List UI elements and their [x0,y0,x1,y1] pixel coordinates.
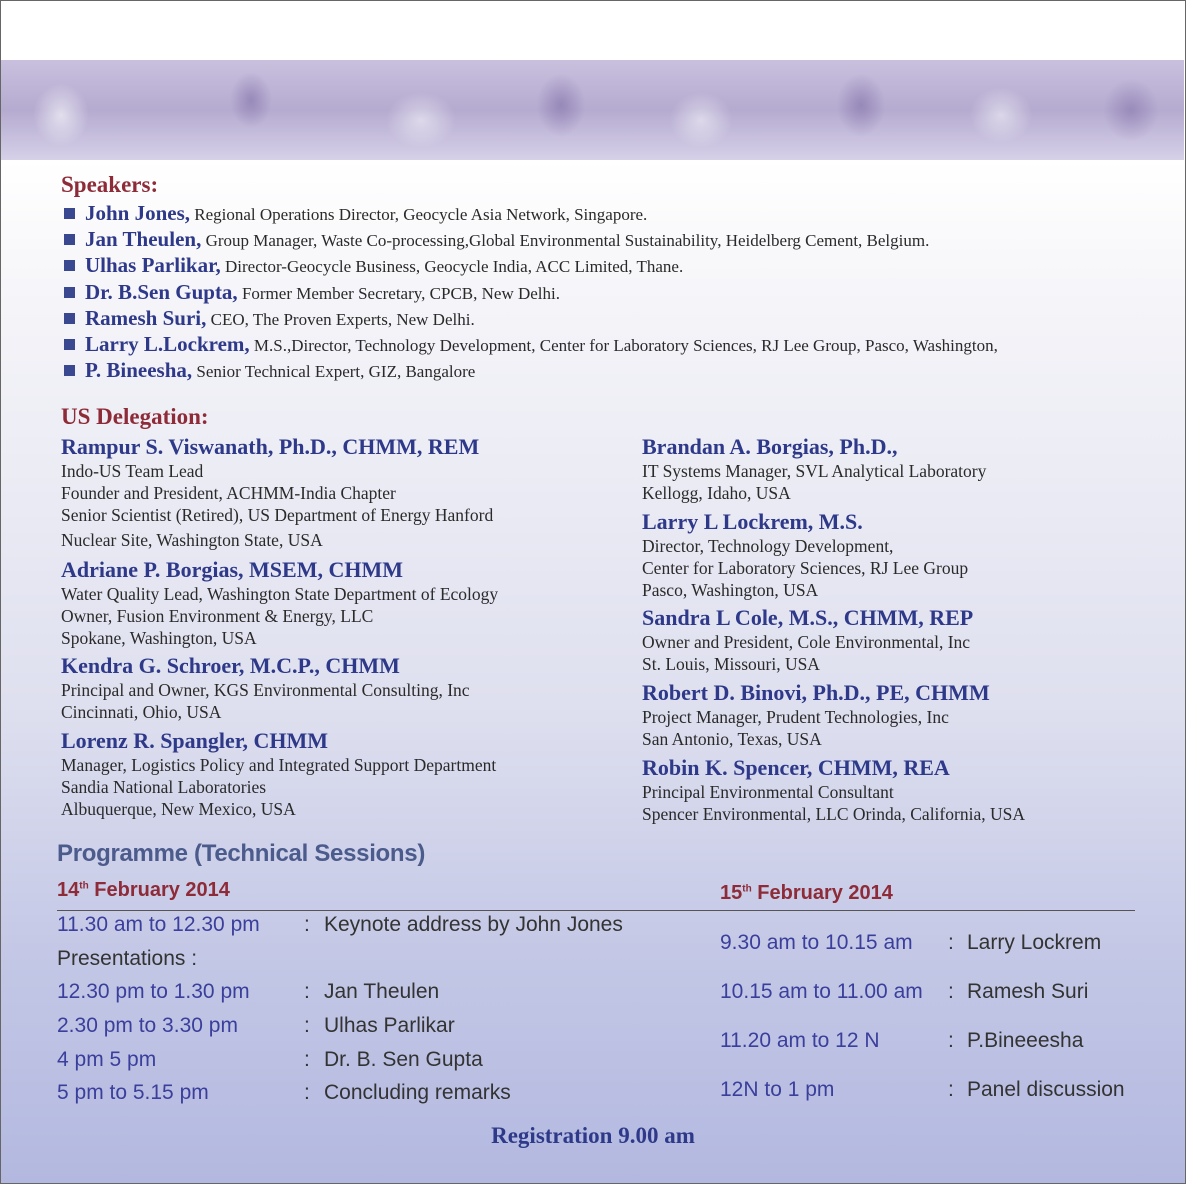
delegate-name: Adriane P. Borgias, MSEM, CHMM [61,557,403,582]
bullet-square-icon [64,313,75,324]
speaker-desc: Group Manager, Waste Co-processing,Global Environmental Sustainability, Heidelberg Cement, Belgium. [205,231,930,250]
date-suffix: th [742,883,752,895]
date-month-year: February 2014 [751,882,893,904]
delegate-name: Robert D. Binovi, Ph.D., PE, CHMM [642,680,990,705]
delegate-line: San Antonio, Texas, USA [642,729,822,749]
speaker-desc: Former Member Secretary, CPCB, New Delhi. [241,284,560,303]
bullet-square-icon [64,365,75,376]
delegate-line: Senior Scientist (Retired), US Department of Energy Hanford [61,505,494,525]
speaker-desc: Regional Operations Director, Geocycle Asia Network, Singapore. [194,205,648,224]
day2-date [720,882,893,905]
delegate-line: Spokane, Washington, USA [61,628,257,648]
delegate-line: Cincinnati, Ohio, USA [61,702,222,722]
session-title: Panel discussion [967,1078,1125,1101]
us-delegation-heading: US Delegation: [61,404,209,429]
delegate-name: Lorenz R. Spangler, CHMM [61,728,329,753]
divider [57,910,1135,911]
speaker-item [64,253,683,278]
speaker-desc: M.S.,Director, Technology Development, Center for Laboratory Sciences, RJ Lee Group, Pasco, Washington, [253,336,998,355]
separator: : [304,980,310,1003]
date-month-year: February 2014 [88,879,230,901]
speaker-item [64,280,560,305]
delegate-line: Albuquerque, New Mexico, USA [61,799,296,819]
session-time: 2.30 pm to 3.30 pm [57,1014,238,1037]
delegate-entry [61,653,470,723]
separator: : [304,1014,310,1037]
delegate-line: IT Systems Manager, SVL Analytical Laboratory [642,461,987,481]
speaker-name: Dr. B.Sen Gupta, [85,280,238,304]
separator: : [304,913,310,936]
delegate-entry [61,434,493,551]
speaker-desc: CEO, The Proven Experts, New Delhi. [210,310,475,329]
delegate-line: Sandia National Laboratories [61,777,267,797]
delegate-line: Principal Environmental Consultant [642,782,894,802]
delegate-line: Principal and Owner, KGS Environmental Consulting, Inc [61,680,470,700]
delegate-line: Center for Laboratory Sciences, RJ Lee Group [642,558,969,578]
speaker-item [64,201,647,226]
delegate-line: Pasco, Washington, USA [642,580,819,600]
delegate-line: Kellogg, Idaho, USA [642,483,791,503]
programme-heading: Programme (Technical Sessions) [57,840,426,867]
bullet-square-icon [64,339,75,350]
bullet-square-icon [64,208,75,219]
delegate-entry [642,509,968,601]
speaker-item [64,227,929,252]
delegate-name: Kendra G. Schroer, M.C.P., CHMM [61,653,400,678]
delegate-name: Rampur S. Viswanath, Ph.D., CHMM, REM [61,434,480,459]
speaker-name: Larry L.Lockrem, [85,332,250,356]
separator: : [948,1078,954,1101]
delegate-line: Owner and President, Cole Environmental, Inc [642,632,971,652]
registration-time: Registration 9.00 am [491,1123,695,1148]
delegate-line: Project Manager, Prudent Technologies, Inc [642,707,949,727]
delegate-line: Indo-US Team Lead [61,461,204,481]
session-title: P.Bineeesha [967,1029,1084,1052]
delegate-entry [642,755,1025,825]
date-suffix: th [79,880,89,892]
header-banner-image [1,60,1184,160]
delegate-entry [642,680,990,750]
delegate-line: Director, Technology Development, [642,536,894,556]
delegate-line: Nuclear Site, Washington State, USA [61,530,323,550]
delegate-line: Owner, Fusion Environment & Energy, LLC [61,606,374,626]
speaker-name: P. Bineesha, [85,358,193,382]
session-time: 4 pm 5 pm [57,1048,157,1071]
speaker-desc: Director-Geocycle Business, Geocycle India, ACC Limited, Thane. [225,257,684,276]
session-time: 12.30 pm to 1.30 pm [57,980,250,1003]
delegate-line: Water Quality Lead, Washington State Department of Ecology [61,584,499,604]
speaker-name: John Jones, [85,201,191,225]
session-title: Keynote address by John Jones [324,913,623,936]
session-title: Concluding remarks [324,1081,511,1104]
session-time: 11.30 am to 12.30 pm [57,913,260,936]
session-time: 9.30 am to 10.15 am [720,931,913,954]
delegate-line: Founder and President, ACHMM-India Chapter [61,483,396,503]
session-title: Jan Theulen [324,980,440,1003]
day1-date [57,879,230,902]
delegate-line: St. Louis, Missouri, USA [642,654,820,674]
speaker-item [64,306,475,331]
session-time: Presentations : [57,947,198,970]
session-title: Ramesh Suri [967,980,1089,1003]
speaker-item [64,358,475,383]
session-title: Ulhas Parlikar [324,1014,455,1037]
delegate-entry [642,434,986,504]
separator: : [304,1048,310,1071]
delegate-entry [61,557,498,649]
session-time: 11.20 am to 12 N [720,1029,880,1052]
date-day: 14 [57,879,80,901]
session-time: 5 pm to 5.15 pm [57,1081,209,1104]
session-title: Dr. B. Sen Gupta [324,1048,483,1071]
separator: : [948,980,954,1003]
delegate-name: Brandan A. Borgias, Ph.D., [642,434,898,459]
delegate-name: Larry L Lockrem, M.S. [642,509,863,534]
bullet-square-icon [64,260,75,271]
delegate-entry [642,605,973,675]
date-day: 15 [720,882,743,904]
session-time: 12N to 1 pm [720,1078,835,1101]
separator: : [304,1081,310,1104]
speaker-name: Ramesh Suri, [85,306,207,330]
session-time: 10.15 am to 11.00 am [720,980,923,1003]
bullet-square-icon [64,287,75,298]
delegate-name: Sandra L Cole, M.S., CHMM, REP [642,605,974,630]
speaker-name: Jan Theulen, [85,227,202,251]
session-title: Larry Lockrem [967,931,1102,954]
delegate-line: Manager, Logistics Policy and Integrated Support Department [61,755,497,775]
speaker-item [64,332,998,357]
separator: : [948,931,954,954]
separator: : [948,1029,954,1052]
bullet-square-icon [64,234,75,245]
speaker-name: Ulhas Parlikar, [85,253,221,277]
delegate-line: Spencer Environmental, LLC Orinda, California, USA [642,804,1025,824]
delegate-entry [61,728,496,820]
speakers-heading: Speakers: [61,172,159,197]
speaker-desc: Senior Technical Expert, GIZ, Bangalore [196,362,476,381]
delegate-name: Robin K. Spencer, CHMM, REA [642,755,950,780]
